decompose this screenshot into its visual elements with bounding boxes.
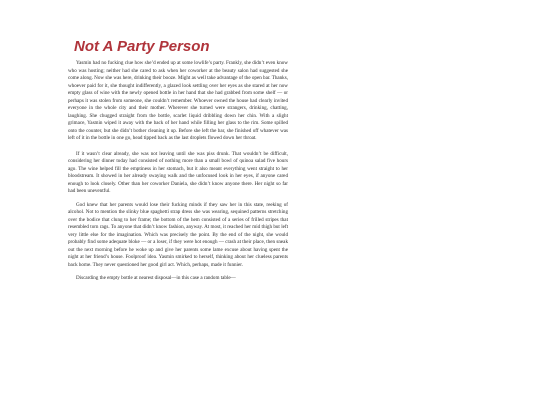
- paragraph-1: Yasmin had no fucking clue how she’d ended up at some lowlife’s party. Frankly, she didn’t even know who was hosting; neither had she cared to ask when her coworker at the beauty salon had suggested she come along. Now she was here, drinking their booze. Might as well take advantage of the open bar. Thanks, whoever paid for it, she thought indifferently, a glazed look settling over her eyes as she stared at her now empty glass of wine with the newly opened bottle in her hand that she had grabbed from some shelf — or perhaps it was stolen from someone, she couldn’t remember. Whoever owned the house had clearly invited everyone in the whole city and their mother. Wherever she turned were strangers, drinking, chatting, laughing. She chugged straight from the bottle, scarlet liquid dribbling down her chin. With a slight grimace, Yasmin wiped it away with the back of her hand while filling her glass to the rim. Some spilled onto the counter, but she didn’t bother cleaning it up. Before she left the bar, she finished off whatever was left of it in the bottle in one go, head tipped back as the last droplets flowed down her throat.: [68, 60, 288, 141]
- paragraph-3: God knew that her parents would lose their fucking minds if they saw her in this state, reeking of alcohol. Not to mention the slinky blue spaghetti strap dress she was wearing, sequined patterns stretching over the bodice that clung to her frame; the bottom of the hem consisted of a series of frilled stripes that resembled torn rags. To anyone that didn’t know fashion, anyway. At most, it reached her mid thigh but left very little else for the imagination. Which was precisely the point. By the end of the night, she would probably find some adequate bloke — or a loser, if they were hot enough — crash at their place, then sneak out the next morning before he woke up and give her parents some lame excuse about having spent the night at her friend’s house. Foolproof idea. Yasmin smirked to herself, thinking about her clueless parents back home. They never questioned her good girl act. Which, perhaps, made it funnier.: [68, 201, 288, 268]
- paragraph-4: Discarding the empty bottle at nearest disposal—in this case a random table—: [76, 275, 236, 281]
- document-page: [68, 38, 288, 405]
- chapter-title: Not A Party Person: [74, 38, 210, 55]
- paragraph-2: If it wasn’t clear already, she was not leaving until she was piss drunk. That wouldn’t be difficult, considering her dinner today had consisted of nothing more than a small bowl of quinoa salad five hours ago. The wine helped fill the emptiness in her stomach, but it also meant everything went straight to her bloodstream. It showed in her already swaying walk and the unfocused look in her eyes, if anyone cared enough to look closely. Other than her coworker Daniela, she didn’t know anyone there. Her night so far had been uneventful.: [68, 150, 288, 194]
